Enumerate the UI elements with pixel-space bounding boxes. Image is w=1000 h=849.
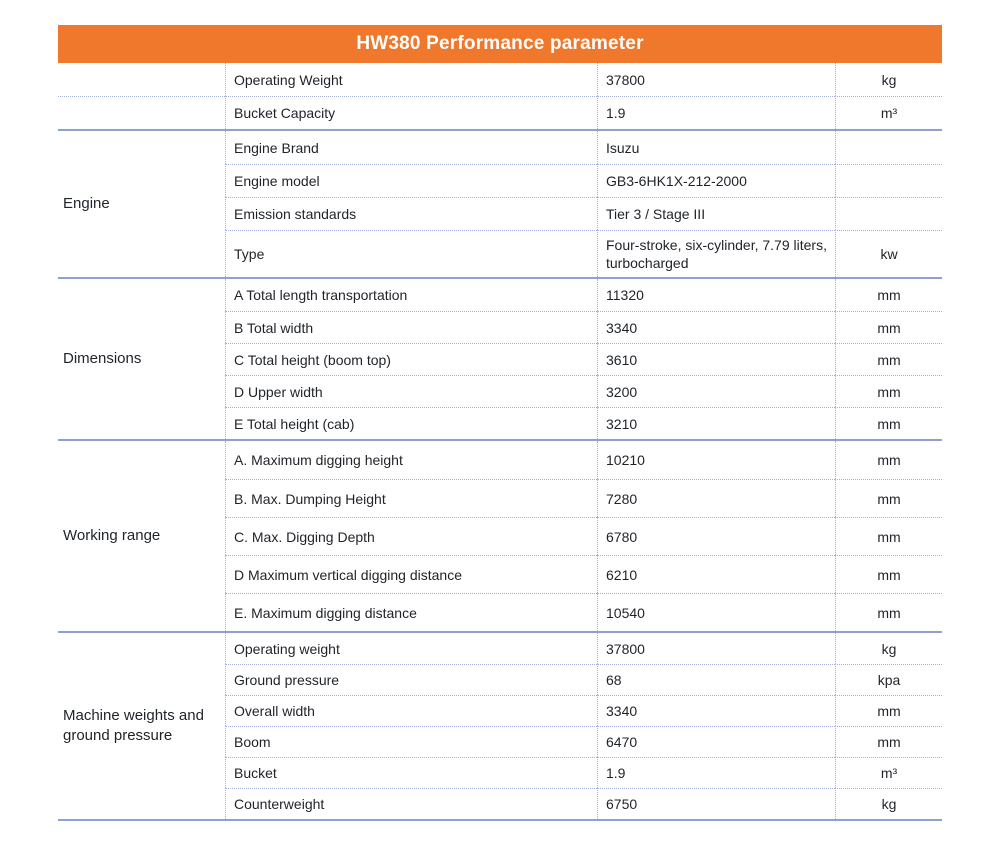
unit-cell: mm — [835, 279, 942, 311]
param-cell: Ground pressure — [225, 664, 597, 695]
spec-section — [58, 131, 942, 279]
value-cell: 10540 — [597, 593, 835, 631]
unit-cell: m³ — [835, 757, 942, 788]
unit-cell: mm — [835, 726, 942, 757]
category-cell-empty — [58, 63, 225, 96]
unit-cell: mm — [835, 695, 942, 726]
value-cell: 37800 — [597, 633, 835, 664]
value-cell: 3340 — [597, 695, 835, 726]
value-cell: 6750 — [597, 788, 835, 819]
value-cell: 3340 — [597, 311, 835, 343]
category-cell-empty — [58, 96, 225, 129]
param-cell: Bucket Capacity — [225, 96, 597, 129]
unit-cell: mm — [835, 517, 942, 555]
param-cell: Bucket — [225, 757, 597, 788]
table-title-bar — [58, 25, 942, 63]
spec-section — [58, 279, 942, 441]
param-cell: E Total height (cab) — [225, 407, 597, 439]
value-cell: 7280 — [597, 479, 835, 517]
category-cell: Engine — [63, 195, 110, 212]
unit-cell: kw — [835, 230, 942, 277]
unit-cell: kg — [835, 788, 942, 819]
param-cell: D Maximum vertical digging distance — [225, 555, 597, 593]
param-cell: E. Maximum digging distance — [225, 593, 597, 631]
unit-cell: kpa — [835, 664, 942, 695]
unit-cell — [835, 164, 942, 197]
unit-cell: mm — [835, 343, 942, 375]
param-cell: C Total height (boom top) — [225, 343, 597, 375]
param-cell: C. Max. Digging Depth — [225, 517, 597, 555]
param-cell: Engine model — [225, 164, 597, 197]
value-cell: 3200 — [597, 375, 835, 407]
value-cell: Tier 3 / Stage III — [597, 197, 835, 230]
unit-cell: mm — [835, 555, 942, 593]
value-cell: 68 — [597, 664, 835, 695]
value-cell: 6470 — [597, 726, 835, 757]
unit-cell: kg — [835, 633, 942, 664]
param-cell: Operating Weight — [225, 63, 597, 96]
param-cell: D Upper width — [225, 375, 597, 407]
category-cell: Dimensions — [63, 350, 142, 367]
spec-section — [58, 441, 942, 633]
unit-cell: mm — [835, 441, 942, 479]
param-cell: Boom — [225, 726, 597, 757]
value-cell: 1.9 — [597, 96, 835, 129]
value-cell: Four-stroke, six-cylinder, 7.79 liters, turbocharged — [597, 230, 835, 277]
value-cell: 1.9 — [597, 757, 835, 788]
unit-cell: mm — [835, 311, 942, 343]
spec-table — [58, 63, 942, 821]
unit-cell: mm — [835, 479, 942, 517]
unit-cell: m³ — [835, 96, 942, 129]
spec-section — [58, 633, 942, 821]
value-cell: Isuzu — [597, 131, 835, 164]
param-cell: Counterweight — [225, 788, 597, 819]
category-cell: Machine weights and ground pressure — [63, 707, 204, 744]
value-cell: 10210 — [597, 441, 835, 479]
unit-cell — [835, 131, 942, 164]
unit-cell: kg — [835, 63, 942, 96]
value-cell: 6210 — [597, 555, 835, 593]
unit-cell: mm — [835, 375, 942, 407]
value-cell: 11320 — [597, 279, 835, 311]
value-cell: 37800 — [597, 63, 835, 96]
value-cell: GB3-6HK1X-212-2000 — [597, 164, 835, 197]
param-cell: Emission standards — [225, 197, 597, 230]
value-cell: 3610 — [597, 343, 835, 375]
param-cell: Type — [225, 230, 597, 277]
spec-section — [58, 63, 942, 131]
value-cell: 6780 — [597, 517, 835, 555]
value-cell: 3210 — [597, 407, 835, 439]
param-cell: A Total length transportation — [225, 279, 597, 311]
unit-cell: mm — [835, 593, 942, 631]
table-title: HW380 Performance parameter — [356, 33, 644, 54]
param-cell: B Total width — [225, 311, 597, 343]
param-cell: Engine Brand — [225, 131, 597, 164]
param-cell: B. Max. Dumping Height — [225, 479, 597, 517]
param-cell: Overall width — [225, 695, 597, 726]
unit-cell — [835, 197, 942, 230]
category-cell: Working range — [63, 527, 161, 544]
unit-cell: mm — [835, 407, 942, 439]
param-cell: A. Maximum digging height — [225, 441, 597, 479]
param-cell: Operating weight — [225, 633, 597, 664]
